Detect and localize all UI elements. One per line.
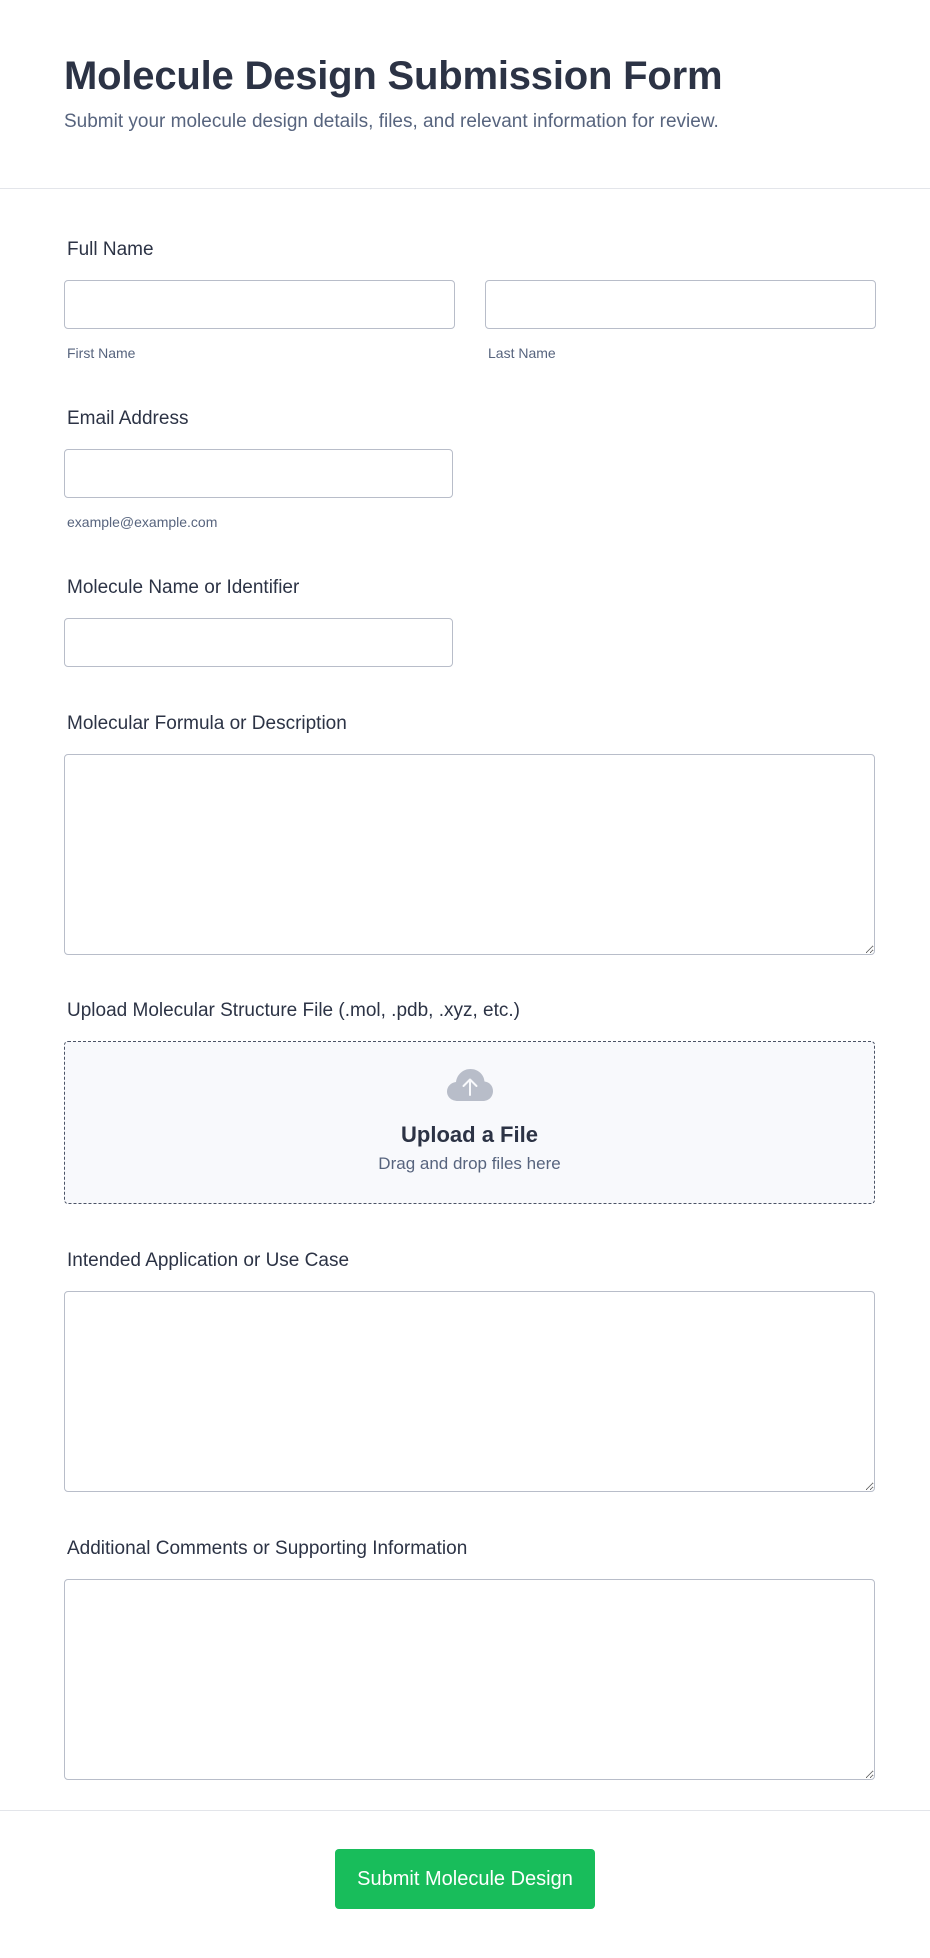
file-upload-dropzone[interactable] — [64, 1041, 875, 1204]
upload-field — [64, 999, 876, 1204]
full-name-label: Full Name — [67, 239, 154, 260]
form-body — [0, 238, 930, 1780]
application-field — [64, 1249, 876, 1492]
form-footer — [0, 1810, 930, 1958]
upload-label: Upload Molecular Structure File (.mol, .pdb, .xyz, etc.) — [67, 1000, 520, 1021]
last-name-column — [485, 280, 876, 362]
cloud-upload-icon — [446, 1068, 494, 1107]
last-name-input[interactable] — [485, 280, 876, 329]
email-label: Email Address — [67, 408, 189, 429]
first-name-column — [64, 280, 455, 362]
email-input[interactable] — [64, 449, 453, 498]
molecule-name-input[interactable] — [64, 618, 453, 667]
molecule-name-label: Molecule Name or Identifier — [67, 577, 300, 598]
formula-field — [64, 712, 876, 955]
full-name-row — [64, 280, 876, 362]
form-header — [0, 0, 930, 189]
molecule-name-field — [64, 576, 876, 667]
email-sublabel: example@example.com — [67, 514, 218, 530]
form-title: Molecule Design Submission Form — [64, 54, 723, 98]
application-textarea[interactable] — [64, 1291, 875, 1492]
last-name-sublabel: Last Name — [488, 345, 556, 361]
formula-textarea[interactable] — [64, 754, 875, 955]
form-subtitle: Submit your molecule design details, files, and relevant information for review. — [64, 111, 719, 132]
submit-button[interactable]: Submit Molecule Design — [335, 1849, 595, 1909]
first-name-input[interactable] — [64, 280, 455, 329]
comments-field — [64, 1537, 876, 1780]
email-field — [64, 407, 876, 531]
comments-label: Additional Comments or Supporting Information — [67, 1538, 468, 1559]
full-name-field — [64, 238, 876, 362]
first-name-sublabel: First Name — [67, 345, 136, 361]
comments-textarea[interactable] — [64, 1579, 875, 1780]
upload-title: Upload a File — [401, 1122, 538, 1147]
upload-hint: Drag and drop files here — [378, 1154, 561, 1173]
application-label: Intended Application or Use Case — [67, 1250, 350, 1271]
formula-label: Molecular Formula or Description — [67, 713, 347, 734]
